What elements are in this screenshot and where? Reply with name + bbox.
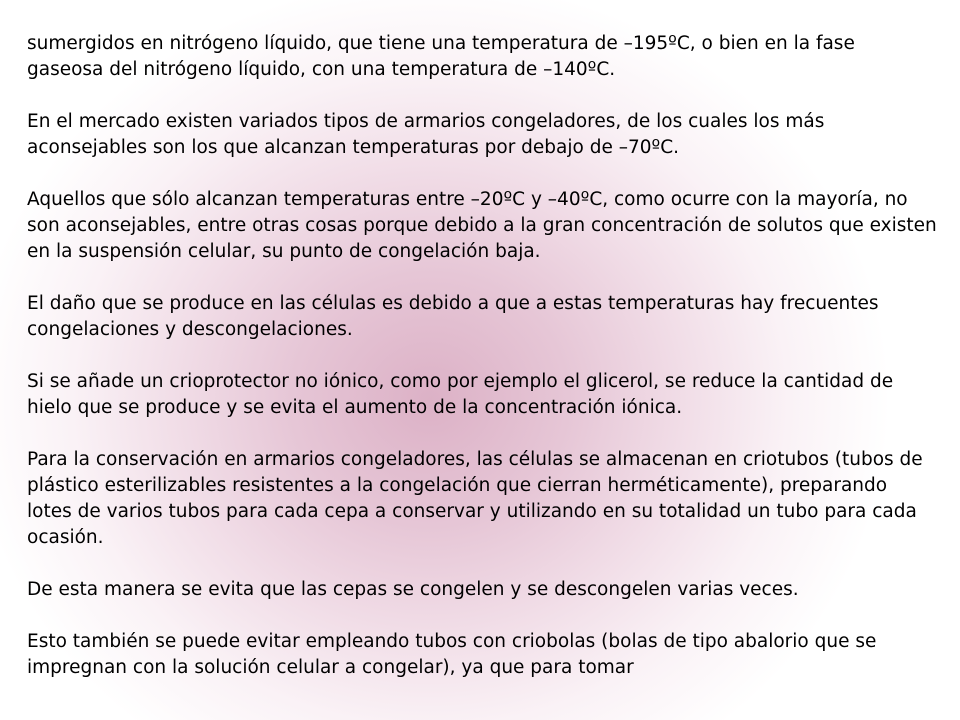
paragraph-cryoprotector: Si se añade un crioprotector no iónico, como por ejemplo el glicerol, se reduce la cantidad de hielo que se produce y se evita el aumento de la concentración iónica. [27, 371, 894, 418]
paragraph-cryotubes: Para la conservación en armarios congeladores, las células se almacenan en criotubos (tubos de plástico esterilizables resistentes a la congelación que cierran herméticamente), preparando lotes de varios tubos para cada cepa a conservar y utilizando en su totalidad un tubo para cada ocasión. [27, 449, 923, 548]
paragraph-low-temperature-freezers: Aquellos que sólo alcanzan temperaturas entre –20ºC y –40ºC, como ocurre con la mayoría, no son aconsejables, entre otras cosas porque debido a la gran concentración de solutos que existen en la suspensión celular, su punto de congelación baja. [27, 189, 937, 262]
paragraph-freezer-types: En el mercado existen variados tipos de armarios congeladores, de los cuales los más aconsejables son los que alcanzan temperaturas por debajo de –70ºC. [27, 111, 825, 158]
paragraph-avoid-refreezing: De esta manera se evita que las cepas se congelen y se descongelen varias veces. [27, 579, 799, 600]
paragraph-nitrogen-storage: sumergidos en nitrógeno líquido, que tiene una temperatura de –195ºC, o bien en la fase gaseosa del nitrógeno líquido, con una temperatura de –140ºC. [27, 33, 855, 80]
slide-body-text [27, 31, 937, 681]
paragraph-cell-damage: El daño que se produce en las células es debido a que a estas temperaturas hay frecuentes congelaciones y descongelaciones. [27, 293, 879, 340]
paragraph-cryobeads: Esto también se puede evitar empleando tubos con criobolas (bolas de tipo abalorio que se impregnan con la solución celular a congelar), ya que para tomar [27, 631, 877, 678]
